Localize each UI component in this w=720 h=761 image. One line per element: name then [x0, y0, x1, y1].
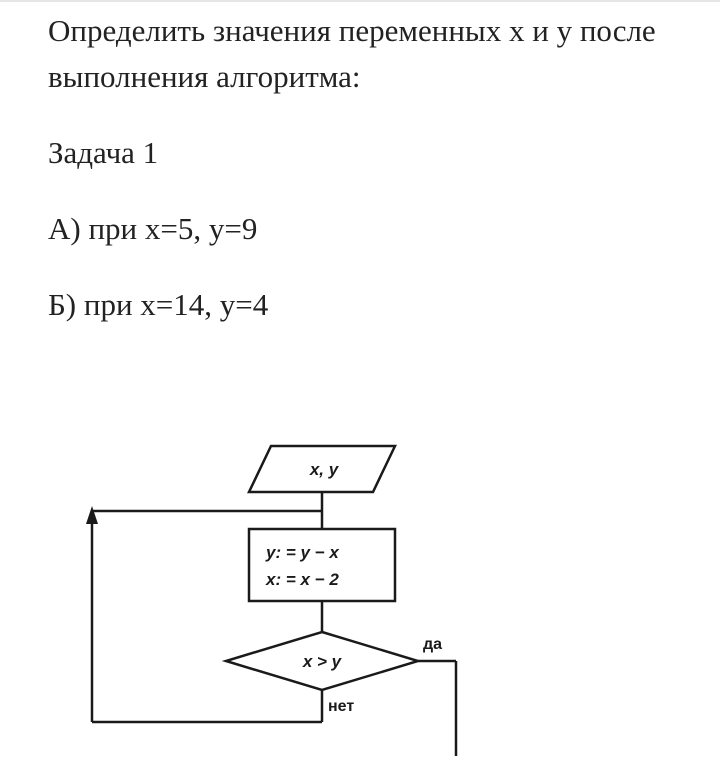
no-label: нет [328, 698, 355, 715]
process-line-1: y: = y − x [266, 543, 339, 562]
yes-label: да [423, 636, 443, 653]
flowchart-diagram [80, 436, 480, 756]
flowchart [80, 436, 480, 756]
task-statement [48, 8, 688, 328]
task-title: Определить значения переменных x и y после выполнения алгоритма: [48, 13, 656, 94]
input-label: x, y [309, 460, 339, 479]
process-block [249, 529, 395, 601]
top-divider [0, 0, 720, 2]
loop-arrowhead [86, 506, 98, 524]
process-line-2: x: = x − 2 [266, 570, 339, 589]
task-label: Задача 1 [48, 135, 159, 170]
decision-condition: x > y [302, 652, 342, 671]
case-b: Б) при x=14, y=4 [48, 287, 269, 322]
case-a: А) при x=5, y=9 [48, 211, 258, 246]
